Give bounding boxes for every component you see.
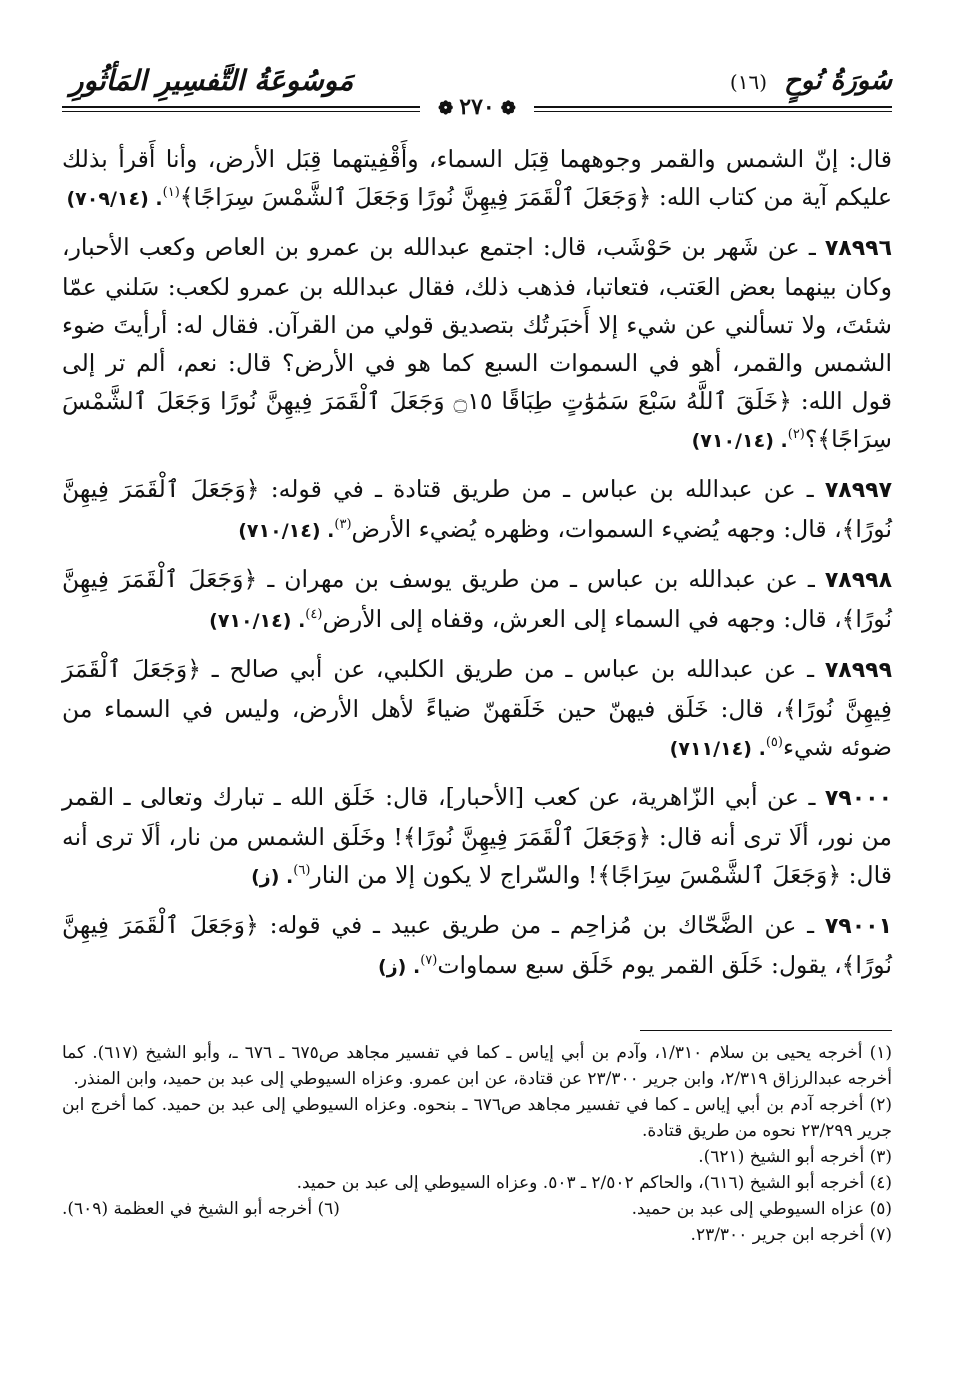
athar-number: ٧٨٩٩٧ [824, 478, 892, 503]
page-number-wrap [0, 94, 954, 120]
paragraph-text: ـ عن عبدالله بن عباس ـ من طريق يوسف بن مهران ـ ﴿وَجَعَلَ ٱلْقَمَرَ فِيهِنَّ نُورًا﴾، قال: وجهه في السماء إلى العرش، وقفاه إلى الأرض [62, 565, 892, 633]
volume-reference: . (٧١١/١٤) [669, 738, 766, 760]
footnote: (٢) أخرجه آدم بن أبي إياس ـ كما في تفسير مجاهد ص٦٧٦ ـ بنحوه. وعزاه السيوطي إلى عبد بن حميد. كما أخرج ابن جرير ٢٣/٢٩٩ نحوه من طريق قتادة. [62, 1095, 892, 1141]
footnote-row [62, 1196, 892, 1222]
footnote-marker[interactable]: (١) [162, 185, 180, 201]
footnote-marker[interactable]: (٤) [305, 607, 323, 623]
ornament-icon: ❁ [438, 98, 454, 119]
paragraph [62, 650, 892, 768]
volume-reference: . (ز) [378, 956, 421, 978]
footnote: (١) أخرجه يحيى بن سلام ١/٣١٠، وآدم بن أبي إياس ـ كما في تفسير مجاهد ص٦٧٥ ـ ٦٧٦ ـ، وأبو الشيخ (٦١٧). كما أخرجه عبدالرزاق ٢/٣١٩، وابن جرير ٢٣/٣٠٠ عن قتادة، عن ابن عمرو. وعزاه السيوطي إلى عبد بن حميد، وابن المنذر. [62, 1043, 892, 1089]
footnote-rule [640, 1030, 892, 1031]
footnote-marker[interactable]: (٥) [765, 735, 783, 751]
page-number [420, 94, 534, 120]
footnote-marker[interactable]: (٧) [420, 953, 438, 969]
footnote-marker[interactable]: (٣) [334, 517, 352, 533]
volume-reference: . (٧١٠/١٤) [238, 520, 335, 542]
surah-title: سُورَةُ نُوحٍ [784, 66, 892, 96]
volume-reference: . (ز) [251, 866, 294, 888]
paragraph-text: ـ عن الضَّحّاك بن مُزاحِم ـ من طريق عبيد ـ في قوله: ﴿وَجَعَلَ ٱلْقَمَرَ فِيهِنَّ نُورًا﴾، يقول: خَلَق القمر يوم خَلَق سبع سماوات [62, 911, 892, 979]
volume-reference: . (٧١٠/١٤) [209, 610, 306, 632]
paragraph-text: ـ عن شَهر بن حَوْشَب، قال: اجتمع عبدالله بن عمرو بن العاص وكعب الأحبار، وكان بينهما بعض العَتب، فتعاتبا، فذهب ذلك، فقال عبدالله بن عمرو لكعب: سَلني عمّا شئتَ، ولا تسألني عن شيء إلا أَخبَرتُك بتصديق قولي من القرآن. فقال له: أرأيتَ ضوء الشمس والقمر، أهو في السموات السبع كما هو في الأرض؟ قال: نعم، ألم تر إلى قول الله: ﴿خَلَقَ ٱللَّهُ سَبْعَ سَمَٰوَٰتٍ طِبَاقًا ۝١٥ وَجَعَلَ ٱلْقَمَرَ فِيهِنَّ نُورًا وَجَعَلَ ٱلشَّمْسَ سِرَاجًا﴾؟ [62, 233, 892, 453]
paragraph-text: ـ عن أبي الزّاهرية، عن كعب [الأحبار]، قال: خَلَق الله ـ تبارك وتعالى ـ القمر من نور، ألَا ترى أنه قال: ﴿وَجَعَلَ ٱلْقَمَرَ فِيهِنَّ نُورًا﴾! وخَلَق الشمس من نار، ألَا ترى أنه قال: ﴿وَجَعَلَ ٱلشَّمْسَ سِرَاجًا﴾! والسّراج لا يكون إلا من النار [62, 783, 892, 889]
book-title: مَوسُوعَةُ التَّفسِيرِ المَأثُورِ [70, 64, 354, 97]
surah-number: (١٦) [729, 70, 768, 94]
footnote: (٥) عزاه السيوطي إلى عبد بن حميد. [631, 1199, 892, 1219]
footnote: (٣) أخرجه أبو الشيخ (٦٢١). [698, 1147, 892, 1167]
athar-number: ٧٩٠٠٠ [824, 786, 892, 811]
footnote-marker[interactable]: (٦) [293, 863, 311, 879]
footnotes [62, 1040, 892, 1248]
footnote: (٤) أخرجه أبو الشيخ (٦١٦)، والحاكم ٢/٥٠٢ ـ ٥٠٣. وعزاه السيوطي إلى عبد بن حميد. [296, 1173, 892, 1193]
paragraph [62, 906, 892, 986]
surah-header [730, 66, 892, 96]
ornament-icon: ❁ [500, 98, 516, 119]
volume-reference: . (٧٠٩/١٤) [66, 188, 163, 210]
paragraph [62, 778, 892, 896]
page-number-text: ٢٧٠ [459, 94, 495, 120]
paragraph [62, 560, 892, 640]
athar-number: ٧٨٩٩٩ [824, 658, 892, 683]
athar-number: ٧٩٠٠١ [824, 914, 892, 939]
paragraph [62, 228, 892, 460]
paragraph-text: قال: إنّ الشمس والقمر وجوههما قِبَل السماء، وأَقْفِيتهما قِبَل الأرض، وأنا أَقرأ بذلك عليكم آية من كتاب الله: ﴿وَجَعَلَ ٱلْقَمَرَ فِيهِنَّ نُورًا وَجَعَلَ ٱلشَّمْسَ سِرَاجًا﴾ [62, 145, 892, 211]
athar-number: ٧٨٩٩٨ [824, 568, 892, 593]
paragraph-text: ـ عن عبدالله بن عباس ـ من طريق الكلبي، عن أبي صالح ـ ﴿وَجَعَلَ ٱلْقَمَرَ فِيهِنَّ نُورًا﴾، قال: خَلَق فيهنّ حين خَلَقهنّ ضياءً لأهل الأرض، وليس في السماء من ضوئه شيء [62, 655, 892, 761]
volume-reference: . (٧١٠/١٤) [691, 430, 788, 452]
paragraph-text: ـ عن عبدالله بن عباس ـ من طريق قتادة ـ في قوله: ﴿وَجَعَلَ ٱلْقَمَرَ فِيهِنَّ نُورًا﴾، قال: وجهه يُضيء السموات، وظهره يُضيء الأرض [62, 475, 892, 543]
footnote-marker[interactable]: (٢) [787, 427, 805, 443]
footnote: (٦) أخرجه أبو الشيخ في العظمة (٦٠٩). [62, 1199, 340, 1219]
main-text [62, 140, 892, 996]
footnote: (٧) أخرجه ابن جرير ٢٣/٣٠٠. [690, 1225, 892, 1245]
athar-number: ٧٨٩٩٦ [824, 236, 892, 261]
paragraph [62, 140, 892, 218]
paragraph [62, 470, 892, 550]
